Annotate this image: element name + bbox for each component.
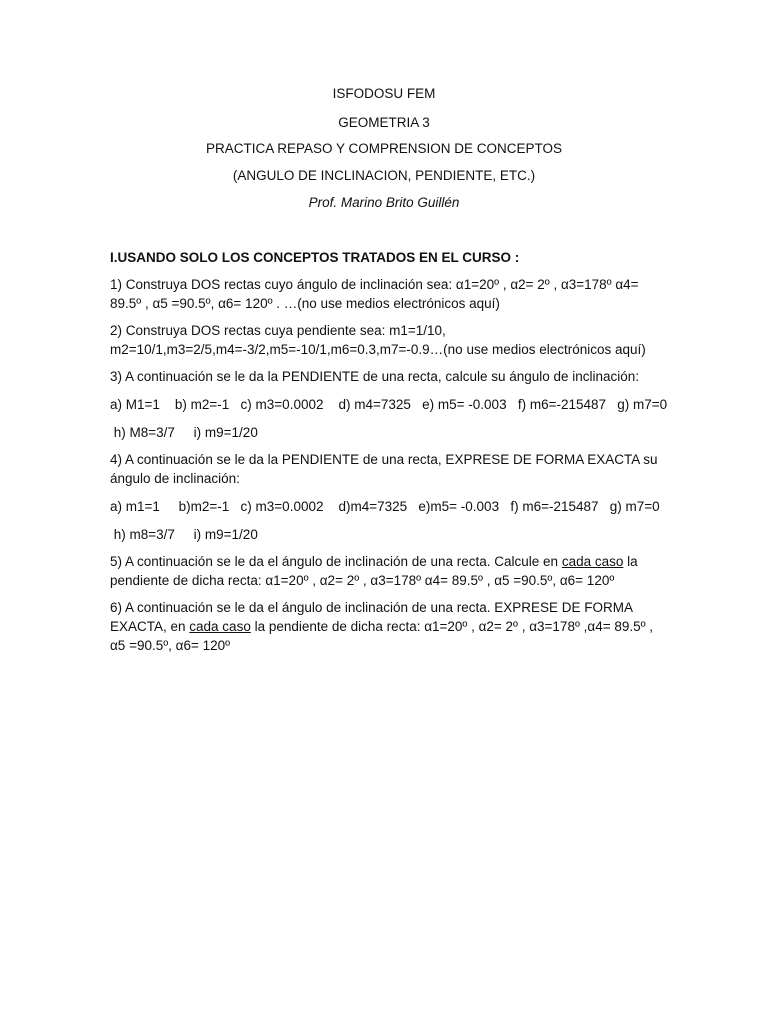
course-heading: GEOMETRIA 3 [338,115,430,130]
exercise-3-items-b: h) M8=3/7 i) m9=1/20 [110,425,258,440]
exercise-4-items-a: a) m1=1 b)m2=-1 c) m3=0.0002 d)m4=7325 e)m5= -0.003 f) m6=-215487 g) m7=0 [110,499,660,514]
exercise-5-post: la pendiente de dicha recta: α1=20º , α2= 2º , α3=178º α4= 89.5º , α5 =90.5º, α6= 120º [110,554,638,588]
practice-heading: PRACTICA REPASO Y COMPRENSION DE CONCEPTOS [205,141,563,156]
professor-name: Prof. Marino Brito Guillén [308,195,460,210]
exercise-4-items-b: h) m8=3/7 i) m9=1/20 [110,527,258,542]
exercise-6-post: la pendiente de dicha recta: α1=20º , α2= 2º , α3=178º ,α4= 89.5º , α5 =90.5º, α6= 120º [110,619,654,653]
exercise-3-items-a: a) M1=1 b) m2=-1 c) m3=0.0002 d) m4=7325 e) m5= -0.003 f) m6=-215487 g) m7=0 [110,397,668,412]
institution-heading: ISFODOSU FEM [332,86,436,101]
exercise-body [110,248,670,663]
section-title: I.USANDO SOLO LOS CONCEPTOS TRATADOS EN EL CURSO : [110,250,520,265]
exercise-6-underlined: cada caso [189,619,251,634]
exercise-6-pre: 6) A continuación se le da el ángulo de inclinación de una recta. EXPRESE DE FORMA EXACTA, en [110,600,633,634]
topics-heading: (ANGULO DE INCLINACION, PENDIENTE, ETC.) [232,168,536,183]
exercise-5 [110,552,670,590]
exercise-3: 3) A continuación se le da la PENDIENTE de una recta, calcule su ángulo de inclinación: [110,369,640,384]
exercise-2: 2) Construya DOS rectas cuya pendiente sea: m1=1/10, m2=10/1,m3=2/5,m4=-3/2,m5=-10/1,m6=0.3,m7=-0.9…(no use medios electrónicos aquí) [110,323,646,357]
exercise-5-underlined: cada caso [561,554,624,569]
exercise-6 [110,598,670,655]
exercise-5-pre: 5) A continuación se le da el ángulo de inclinación de una recta. Calcule en [110,554,562,569]
exercise-1: 1) Construya DOS rectas cuyo ángulo de inclinación sea: α1=20º , α2= 2º , α3=178º α4= 89.5º , α5 =90.5º, α6= 120º . …(no use medios electrónicos aquí) [110,277,639,311]
exercise-4: 4) A continuación se le da la PENDIENTE de una recta, EXPRESE DE FORMA EXACTA su ángulo de inclinación: [110,452,658,486]
